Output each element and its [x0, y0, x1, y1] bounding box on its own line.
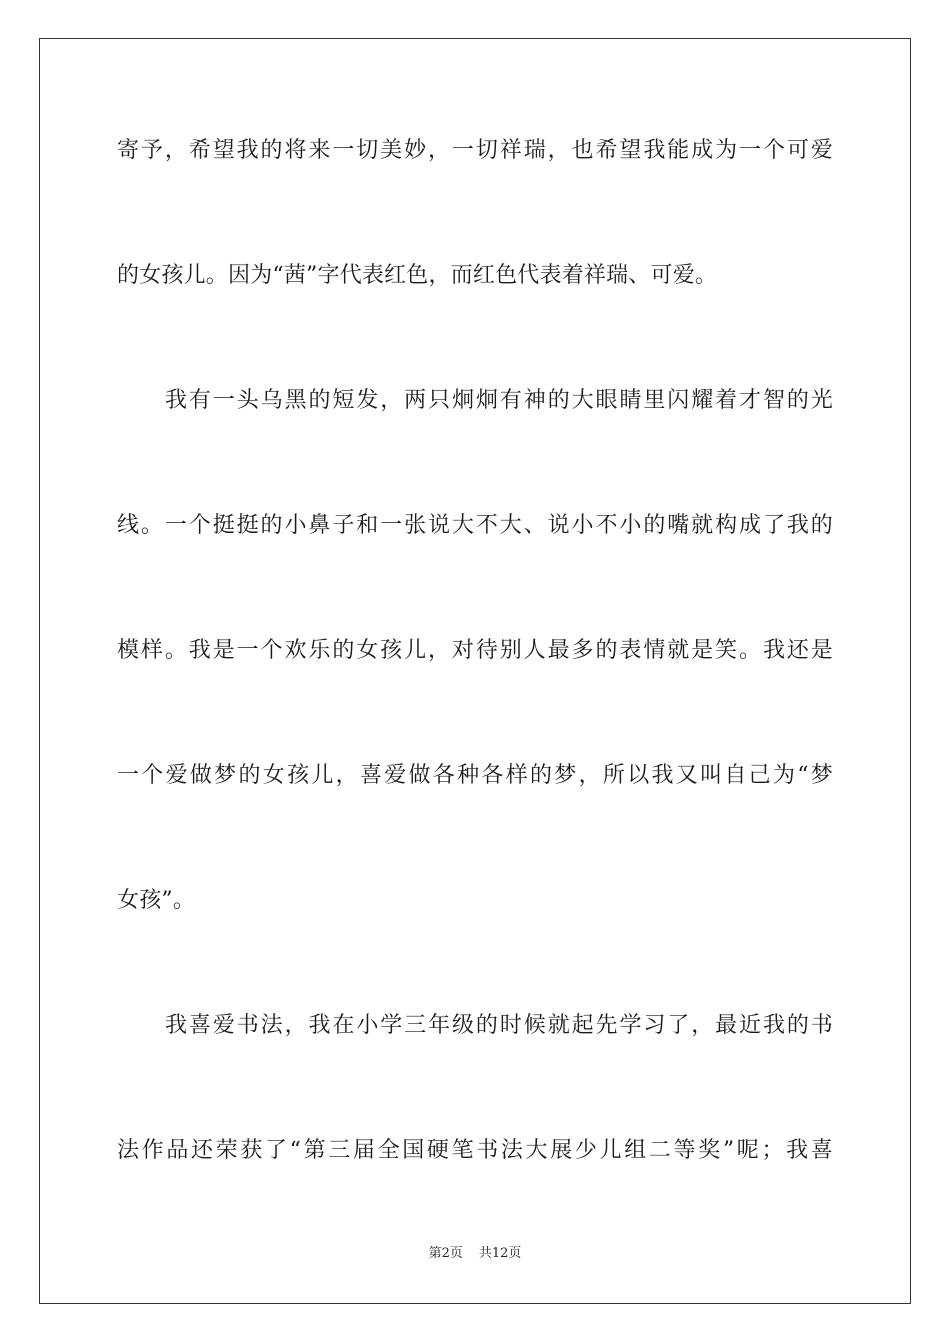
- page-total: 共12页: [478, 1246, 522, 1261]
- text-line: 寄予，希望我的将来一切美妙，一切祥瑞，也希望我能成为一个可爱: [117, 138, 833, 163]
- text-line: 的女孩儿。因为“茜”字代表红色，而红色代表着祥瑞、可爱。: [117, 263, 718, 288]
- text-line: 女孩”。: [117, 888, 196, 913]
- page-footer: [0, 1245, 950, 1263]
- page-number: 第2页: [428, 1246, 463, 1261]
- text-line: 模样。我是一个欢乐的女孩儿，对待别人最多的表情就是笑。我还是: [117, 638, 833, 663]
- paragraph-first-line: 我喜爱书法，我在小学三年级的时候就起先学习了，最近我的书: [165, 1013, 833, 1038]
- text-line: 线。一个挺挺的小鼻子和一张说大不大、说小不小的嘴就构成了我的: [117, 513, 833, 538]
- page-border: [39, 38, 911, 1304]
- text-line: 一个爱做梦的女孩儿，喜爱做各种各样的梦，所以我又叫自己为“梦: [117, 763, 833, 788]
- text-line: 法作品还荣获了“第三届全国硬笔书法大展少儿组二等奖”呢；我喜: [117, 1138, 833, 1163]
- paragraph-first-line: 我有一头乌黑的短发，两只炯炯有神的大眼睛里闪耀着才智的光: [165, 388, 833, 413]
